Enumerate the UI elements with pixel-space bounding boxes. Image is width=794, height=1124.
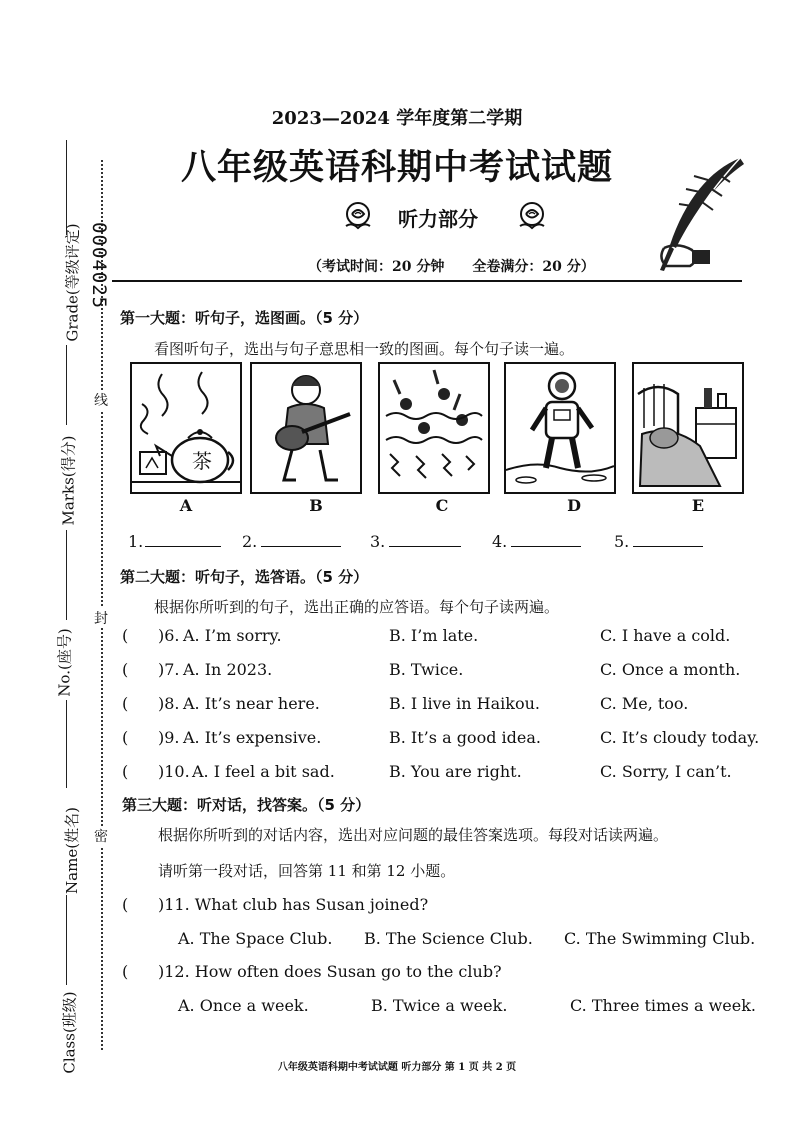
q6-option-c: C. I have a cold.	[600, 626, 731, 645]
serial-number: 0004025	[88, 222, 110, 310]
seal-char-mi: 密	[94, 826, 108, 846]
grade-label: Grade(等级评定)	[63, 223, 82, 342]
q11-bracket[interactable]: (	[122, 895, 129, 914]
rose-icon-right	[512, 196, 552, 236]
picture-e	[632, 362, 744, 494]
school-year: 2023—2024 学年度第二学期	[271, 108, 523, 129]
binding-line-class	[66, 895, 67, 985]
binding-line-marks	[66, 345, 67, 425]
picture-letter-a: A	[179, 496, 193, 515]
q12-bracket[interactable]: (	[122, 962, 129, 981]
q9-option-c: C. It’s cloudy today.	[600, 728, 760, 747]
section3-instruction: 根据你所听到的对话内容，选出对应问题的最佳答案选项。每段对话读两遍。	[158, 826, 669, 844]
q9-option-a: A. It’s expensive.	[183, 728, 322, 747]
answer-blank-5[interactable]: 5.	[614, 532, 703, 551]
q6-option-b: B. I’m late.	[389, 626, 479, 645]
marks-label: Marks(得分)	[59, 435, 78, 526]
q8-bracket[interactable]: (	[122, 694, 129, 713]
seal-char-xian: 线	[94, 390, 108, 410]
q7-stem: )7.	[158, 660, 180, 679]
seal-char-feng: 封	[94, 608, 108, 628]
section2-instruction: 根据你所听到的句子，选出正确的应答语。每个句子读两遍。	[154, 598, 560, 616]
picture-c	[378, 362, 490, 494]
picture-letter-b: B	[309, 496, 323, 515]
sick-in-bed-icon	[634, 364, 742, 492]
q10-stem: )10.	[158, 762, 190, 781]
picture-letter-e: E	[691, 496, 705, 515]
answer-blank-3[interactable]: 3.	[370, 532, 461, 551]
q11-option-b: B. The Science Club.	[364, 929, 533, 948]
picture-letter-d: D	[567, 496, 581, 515]
q12-option-a: A. Once a week.	[178, 996, 309, 1015]
q6-bracket[interactable]: (	[122, 626, 129, 645]
q12-option-c: C. Three times a week.	[570, 996, 757, 1015]
q12-option-b: B. Twice a week.	[371, 996, 508, 1015]
answer-blank-1[interactable]: 1.	[128, 532, 221, 551]
binding-line-no	[66, 530, 67, 620]
binding-line-name	[66, 700, 67, 788]
section3-sub-instruction: 请听第一段对话，回答第 11 和第 12 小题。	[158, 862, 456, 880]
section2-heading: 第二大题：听句子，选答语。（5 分）	[120, 568, 369, 586]
tea-character: 茶	[192, 449, 212, 473]
q11-stem: )11. What club has Susan joined?	[158, 895, 429, 914]
exam-info: （考试时间：20 分钟 全卷满分：20 分）	[308, 259, 595, 275]
answer-blank-4[interactable]: 4.	[492, 532, 581, 551]
section1-heading: 第一大题：听句子，选图画。（5 分）	[120, 309, 369, 327]
picture-d	[504, 362, 616, 494]
page-title: 八年级英语科期中考试试题	[180, 148, 613, 188]
section3-heading: 第三大题：听对话，找答案。（5 分）	[122, 796, 371, 814]
q6-stem: )6.	[158, 626, 180, 645]
page-footer: 八年级英语科期中考试试题 听力部分 第 1 页 共 2 页	[277, 1062, 517, 1073]
picture-b	[250, 362, 362, 494]
q10-option-c: C. Sorry, I can’t.	[600, 762, 732, 781]
q7-option-a: A. In 2023.	[183, 660, 273, 679]
no-label: No.(座号)	[55, 628, 74, 697]
class-label: Class(班级)	[60, 991, 79, 1074]
swimmers-icon	[380, 364, 488, 492]
header-rule	[112, 280, 742, 282]
quill-pen-icon	[640, 150, 750, 280]
picture-letter-c: C	[435, 496, 449, 515]
rose-icon-left	[338, 196, 378, 236]
q7-bracket[interactable]: (	[122, 660, 129, 679]
q9-stem: )9.	[158, 728, 180, 747]
q9-bracket[interactable]: (	[122, 728, 129, 747]
q7-option-b: B. Twice.	[389, 660, 464, 679]
q11-option-a: A. The Space Club.	[178, 929, 333, 948]
q6-option-a: A. I’m sorry.	[183, 626, 282, 645]
q7-option-c: C. Once a month.	[600, 660, 741, 679]
boy-guitar-icon	[252, 364, 360, 492]
picture-a	[130, 362, 242, 494]
q8-option-b: B. I live in Haikou.	[389, 694, 540, 713]
name-label: Name(姓名)	[62, 807, 81, 894]
section1-instruction: 看图听句子，选出与句子意思相一致的图画。每个句子读一遍。	[154, 340, 575, 358]
q12-stem: )12. How often does Susan go to the club?	[158, 962, 502, 981]
q10-option-a: A. I feel a bit sad.	[192, 762, 335, 781]
section-subtitle: 听力部分	[398, 207, 478, 231]
q8-option-a: A. It’s near here.	[183, 694, 320, 713]
q8-option-c: C. Me, too.	[600, 694, 689, 713]
q8-stem: )8.	[158, 694, 180, 713]
q9-option-b: B. It’s a good idea.	[389, 728, 541, 747]
q10-option-b: B. You are right.	[389, 762, 522, 781]
teapot-tea-icon	[132, 364, 240, 492]
answer-blank-2[interactable]: 2.	[242, 532, 341, 551]
astronaut-moon-icon	[506, 364, 614, 492]
q11-option-c: C. The Swimming Club.	[564, 929, 756, 948]
q10-bracket[interactable]: (	[122, 762, 129, 781]
